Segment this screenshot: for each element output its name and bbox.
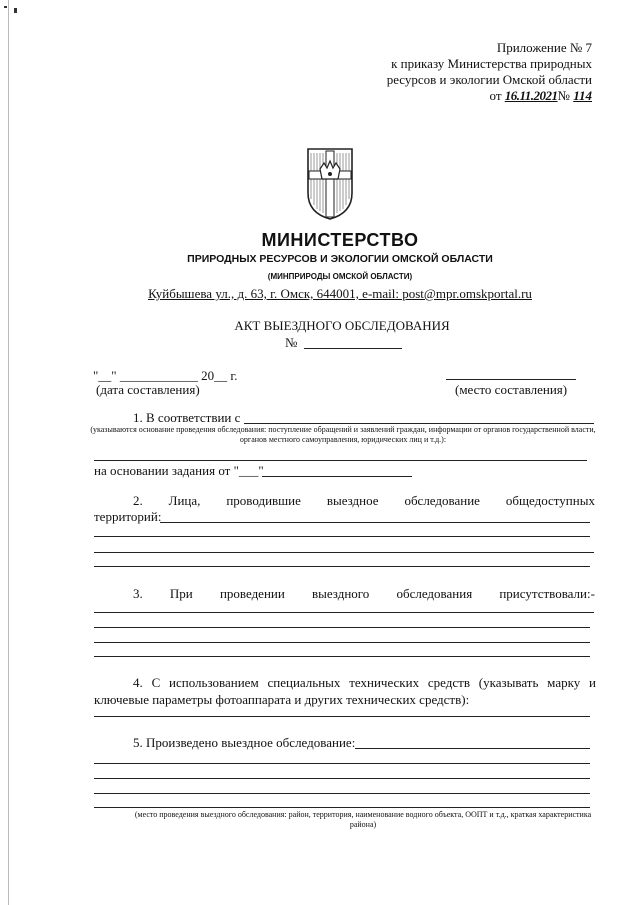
section-5-line[interactable] bbox=[94, 807, 590, 808]
section-2-word: Лица, bbox=[168, 493, 201, 508]
section-5-field[interactable] bbox=[355, 748, 590, 749]
section-3-word: При bbox=[169, 586, 193, 601]
section-3-line[interactable] bbox=[94, 656, 590, 657]
section-5-line[interactable] bbox=[94, 763, 590, 764]
annex-line-1: Приложение № 7 bbox=[496, 40, 592, 55]
section-2-word: выездное bbox=[326, 493, 379, 508]
section-2-word: 2. bbox=[133, 493, 143, 508]
act-number bbox=[285, 335, 297, 351]
section-5-line[interactable] bbox=[94, 778, 590, 779]
place-caption: (место составления) bbox=[455, 382, 568, 397]
section-3-word: выездного bbox=[312, 586, 370, 601]
date-caption: (дата составления) bbox=[96, 382, 200, 397]
act-title: АКТ ВЫЕЗДНОГО ОБСЛЕДОВАНИЯ bbox=[234, 318, 450, 333]
section-2-field[interactable] bbox=[160, 522, 590, 523]
section-2-line[interactable] bbox=[94, 552, 594, 553]
section-3-word: проведении bbox=[219, 586, 285, 601]
annex-line-2: к приказу Министерства природных bbox=[391, 56, 592, 71]
annex-block bbox=[292, 40, 592, 104]
section-4-field[interactable] bbox=[94, 716, 590, 717]
section-3-word: обследования bbox=[396, 586, 473, 601]
section-3-line[interactable] bbox=[94, 642, 590, 643]
ministry-short-name: (МИНПРИРОДЫ ОМСКОЙ ОБЛАСТИ) bbox=[267, 272, 413, 281]
date-template: "__" ____________ 20__ г. bbox=[93, 368, 238, 383]
annex-date-handwritten: 16.11.2021 bbox=[504, 88, 558, 103]
section-2-territories: территорий: bbox=[94, 509, 162, 524]
scan-edge-mark bbox=[4, 6, 7, 8]
section-2-word: общедоступных bbox=[505, 493, 595, 508]
section-3-word: присутствовали:- bbox=[499, 586, 595, 601]
act-number-prefix: № bbox=[285, 335, 298, 350]
section-5-note: (место проведения выездного обследования: район, территория, наименование водного объекта, ООПТ и т.д., краткая характеристика района) bbox=[134, 810, 592, 829]
act-number-field[interactable] bbox=[304, 348, 402, 349]
section-1-field[interactable] bbox=[244, 423, 594, 424]
ministry-subtitle: ПРИРОДНЫХ РЕСУРСОВ И ЭКОЛОГИИ ОМСКОЙ ОБЛАСТИ bbox=[187, 253, 493, 265]
section-2-line[interactable] bbox=[94, 536, 590, 537]
section-3-word: 3. bbox=[133, 586, 143, 601]
section-1-basis: на основании задания от "___" bbox=[94, 463, 264, 478]
section-2-word: проводившие bbox=[226, 493, 301, 508]
section-2-heading bbox=[133, 493, 595, 509]
section-3-heading bbox=[133, 586, 595, 602]
section-1-line[interactable] bbox=[94, 460, 587, 461]
annex-date-prefix: от bbox=[489, 88, 502, 103]
section-1-label: 1. В соответствии с bbox=[133, 410, 241, 425]
scan-edge-mark bbox=[14, 8, 17, 13]
annex-num-prefix: № bbox=[557, 88, 570, 103]
section-3-line[interactable] bbox=[94, 612, 594, 613]
section-5-label: 5. Произведено выездное обследование: bbox=[133, 735, 356, 750]
section-4-text: 4. С использованием специальных технических средств (указывать марку и ключевые параметры фотоаппарата и других технических средств): bbox=[94, 675, 596, 707]
annex-line-3: ресурсов и экологии Омской области bbox=[386, 72, 592, 87]
section-5-line[interactable] bbox=[94, 793, 590, 794]
ministry-title: МИНИСТЕРСТВО bbox=[261, 230, 419, 250]
omsk-coat-of-arms-emblem bbox=[306, 147, 354, 221]
ministry-address: Куйбышева ул., д. 63, г. Омск, 644001, e-mail: post@mpr.omskportal.ru bbox=[148, 286, 532, 301]
section-2-line[interactable] bbox=[94, 566, 590, 567]
section-3-line[interactable] bbox=[94, 627, 590, 628]
place-field[interactable] bbox=[446, 379, 576, 380]
section-1-note: (указываются основание проведения обследования: поступление обращений и заявлений граждан, информации от органов государственной власти, органов местного самоуправления, юридических лиц и т.д.): bbox=[90, 425, 596, 444]
annex-order-date bbox=[292, 88, 592, 104]
section-2-word: обследование bbox=[404, 493, 480, 508]
section-1-basis-field[interactable] bbox=[262, 476, 412, 477]
scan-edge-mark bbox=[8, 0, 9, 905]
annex-num-handwritten: 114 bbox=[573, 88, 592, 103]
